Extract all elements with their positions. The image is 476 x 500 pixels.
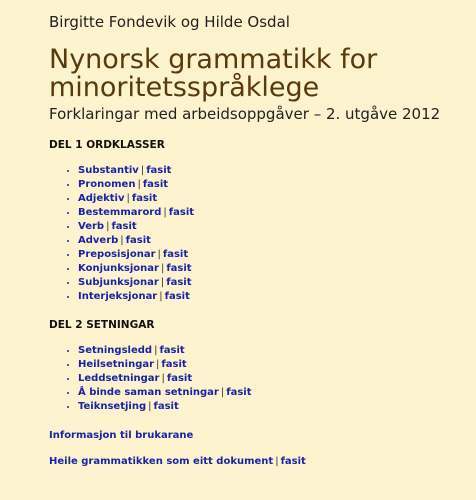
list-item [78,178,476,192]
section-heading-part1: DEL 1 ORDKLASSER [49,139,165,151]
answers-link[interactable]: fasit [161,359,187,370]
info-link[interactable]: Informasjon til brukarane [49,430,194,441]
separator: | [159,291,163,302]
separator: | [160,263,165,274]
list-item [78,358,476,372]
chapter-link[interactable]: Adjektiv [78,193,125,204]
separator: | [137,179,141,190]
page-subtitle: Forklaringar med arbeidsoppgåver – 2. utgåve 2012 [49,105,441,123]
chapter-link[interactable]: Setningsledd [78,345,153,356]
list-item [78,164,476,178]
list-item [78,344,476,358]
chapter-link[interactable]: Teiknsetjing [78,401,147,412]
chapter-link[interactable]: Adverb [78,235,119,246]
chapter-link[interactable]: Konjunksjonar [78,263,159,274]
list-item [78,248,476,262]
answers-link[interactable]: fasit [146,165,172,176]
separator: | [154,345,158,356]
chapter-link[interactable]: Å binde saman setningar [78,387,219,398]
separator: | [120,235,124,246]
answers-link[interactable]: fasit [166,263,192,274]
whole-doc-paragraph [49,455,476,469]
answers-link[interactable]: fasit [168,207,195,218]
answers-link[interactable]: fasit [153,401,179,412]
chapter-link[interactable]: Preposisjonar [78,249,156,260]
separator: | [106,221,110,232]
answers-link[interactable]: fasit [159,345,185,356]
list-item [78,400,476,414]
list-item [78,372,476,386]
page-title: Nynorsk grammatikk for minoritetsspråklege [49,44,378,103]
answers-link[interactable]: fasit [131,193,158,204]
chapter-link[interactable]: Substantiv [78,165,139,176]
chapter-link[interactable]: Heilsetningar [78,359,155,370]
answers-link[interactable]: fasit [125,235,151,246]
answers-link[interactable]: fasit [166,277,192,288]
separator: | [163,207,167,218]
separator: | [161,373,165,384]
separator: | [156,359,160,370]
chapter-link[interactable]: Subjunksjonar [78,277,159,288]
chapter-link[interactable]: Bestemmarord [78,207,162,218]
chapter-link[interactable]: Verb [78,221,105,232]
authors: Birgitte Fondevik og Hilde Osdal [49,13,290,31]
answers-link[interactable]: fasit [162,249,189,260]
list-item [78,220,476,234]
separator: | [275,456,279,467]
part1-list [49,164,476,304]
section-heading-part2: DEL 2 SETNINGAR [49,319,155,331]
whole-doc-link[interactable]: Heile grammatikken som eitt dokument [49,456,274,467]
separator: | [220,387,225,398]
answers-link[interactable]: fasit [166,373,193,384]
list-item [78,192,476,206]
chapter-link[interactable]: Leddsetningar [78,373,160,384]
answers-link[interactable]: fasit [111,221,137,232]
answers-link[interactable]: fasit [164,291,190,302]
separator: | [160,277,165,288]
separator: | [140,165,145,176]
list-item [78,386,476,400]
chapter-link[interactable]: Interjeksjonar [78,291,158,302]
separator: | [126,193,130,204]
separator: | [148,401,152,412]
list-item [78,290,476,304]
info-paragraph [49,429,476,443]
list-item [78,276,476,290]
whole-doc-answers-link[interactable]: fasit [280,456,306,467]
list-item [78,262,476,276]
list-item [78,206,476,220]
answers-link[interactable]: fasit [226,387,252,398]
part2-list [49,344,476,414]
chapter-link[interactable]: Pronomen [78,179,136,190]
separator: | [157,249,161,260]
list-item [78,234,476,248]
answers-link[interactable]: fasit [142,179,169,190]
